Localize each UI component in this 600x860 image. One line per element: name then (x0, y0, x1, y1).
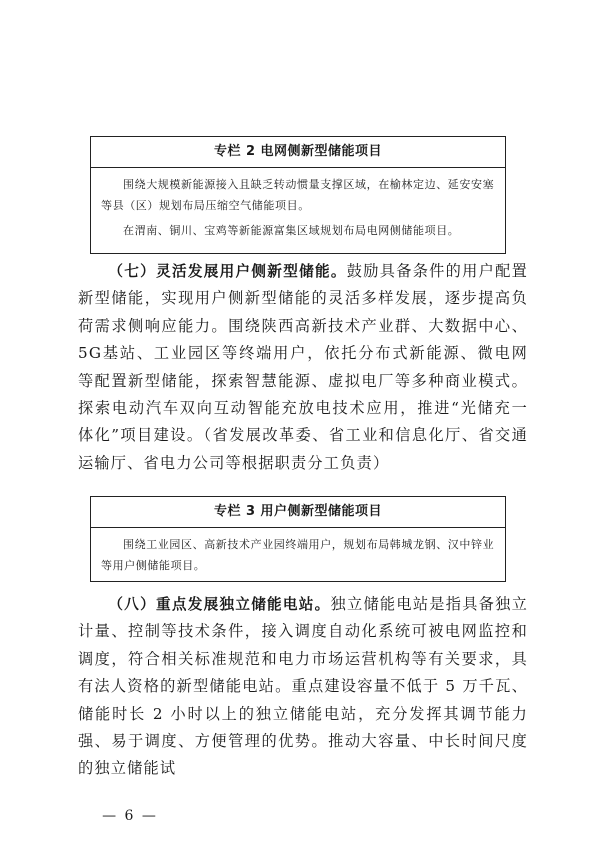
box-body (91, 528, 505, 580)
paragraph-text: 独立储能电站是指具备独立计量、控制等技术条件，接入调度自动化系统可被电网监控和调度，符合相关标准规范和电力市场运营机构等有关要求，具有法人资格的新型储能电站。重点建设容量不低于 5 万千瓦、储能时长 2 小时以上的独立储能电站，充分发挥其调节能力强、易于调度、方便管理的优势。推动大容量、中长时间尺度的独立储能试 (78, 595, 528, 778)
page-number: — 6 — (102, 808, 158, 824)
box-body (91, 168, 505, 245)
paragraph-independent-storage (78, 591, 528, 783)
box-line: 在渭南、铜川、宝鸡等新能源富集区域规划布局电网侧储能项目。 (123, 224, 460, 237)
box-line: 围绕工业园区、高新技术产业园终端用户，规划布局韩城龙钢、汉中锌业等用户侧储能项目。 (101, 538, 495, 572)
paragraph-heading: （八）重点发展独立储能电站。 (108, 596, 331, 613)
paragraph-heading: （七）灵活发展用户侧新型储能。 (108, 263, 347, 280)
sidebar-box-grid-storage (90, 136, 506, 254)
box-title: 专栏 2 电网侧新型储能项目 (91, 137, 505, 168)
sidebar-box-user-storage (90, 496, 506, 582)
box-line: 围绕大规模新能源接入且缺乏转动惯量支撑区域，在榆林定边、延安安塞等县（区）规划布局压缩空气储能项目。 (101, 178, 495, 212)
box-title: 专栏 3 用户侧新型储能项目 (91, 497, 505, 528)
paragraph-text: 鼓励具备条件的用户配置新型储能，实现用户侧新型储能的灵活多样发展，逐步提高负荷需求侧响应能力。围绕陕西高新技术产业群、大数据中心、5G基站、工业园区等终端用户，依托分布式新能源、微电网等配置新型储能，探索智慧能源、虚拟电厂等多种商业模式。探索电动汽车双向互动智能充放电技术应用，推进“光储充一体化”项目建设。（省发展改革委、省工业和信息化厅、省交通运输厅、省电力公司等根据职责分工负责） (78, 262, 528, 472)
paragraph-user-side-storage (78, 258, 528, 477)
